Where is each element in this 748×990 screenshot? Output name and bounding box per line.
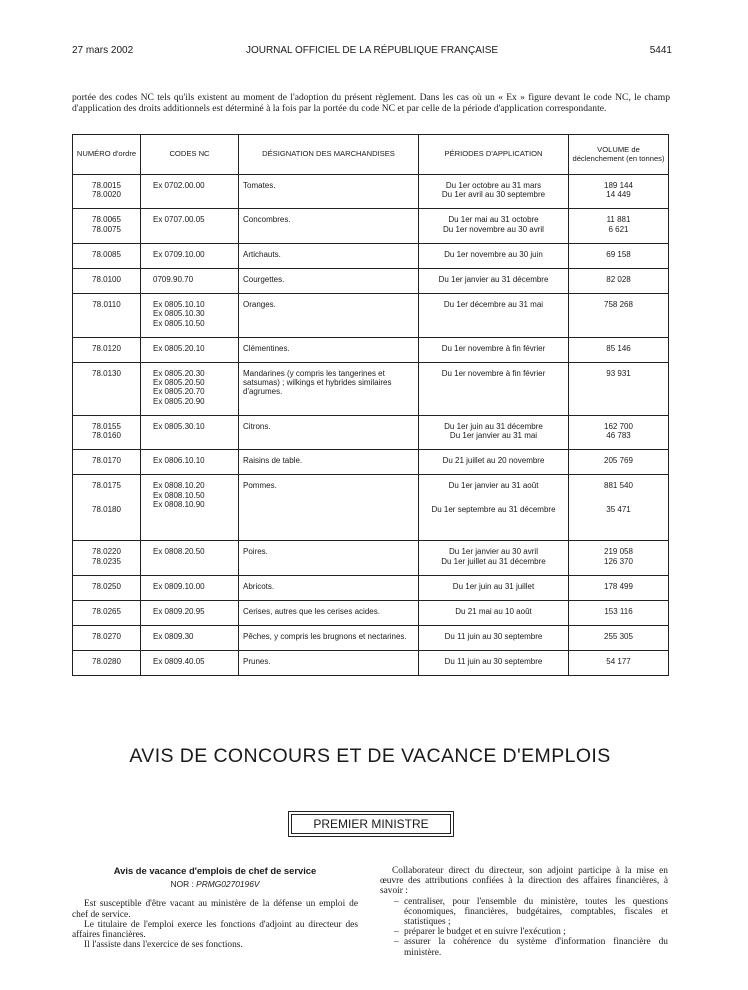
cell-designation: Cerises, autres que les cerises acides. — [239, 600, 419, 625]
table-row — [73, 362, 669, 415]
table-row — [73, 175, 669, 209]
avis-paragraph: Collaborateur direct du directeur, son adjoint participe à la mise en œuvre des attributions confiées à la direction des affaires financières, à savoir : — [380, 866, 668, 897]
ministry-box — [288, 811, 454, 837]
periode-value: Du 21 mai au 10 août — [455, 606, 532, 616]
cell-numero — [73, 243, 141, 268]
cell-periodes — [419, 600, 569, 625]
periode-value: Du 1er mai au 31 octobre — [448, 215, 539, 225]
table-row — [73, 268, 669, 293]
volume-value: 162 700 — [604, 421, 633, 431]
cell-numero — [73, 209, 141, 243]
ministry-label: PREMIER MINISTRE — [291, 814, 451, 834]
cell-periodes — [419, 268, 569, 293]
cell-designation: Oranges. — [239, 294, 419, 338]
volume-value: 189 144 — [604, 181, 633, 190]
periode-value: Du 1er juillet au 31 décembre — [441, 556, 546, 566]
code-value: 0709.90.70 — [153, 274, 194, 284]
cell-volume — [569, 450, 669, 475]
periode-value: Du 1er janvier au 31 mai — [449, 430, 538, 440]
periode-value: Du 1er avril au 30 septembre — [441, 190, 546, 200]
cell-periodes — [419, 541, 569, 575]
cell-volume — [569, 541, 669, 575]
cell-periodes — [419, 243, 569, 268]
code-value: Ex 0805.30.10 — [153, 421, 205, 431]
code-value: Ex 0805.10.50 — [153, 318, 205, 328]
numero-value: 78.0160 — [92, 430, 121, 440]
code-value: Ex 0709.10.00 — [153, 249, 205, 259]
code-value: Ex 0805.20.50 — [153, 378, 205, 388]
periode-value: Du 1er novembre à fin février — [441, 343, 546, 353]
cell-designation: Clémentines. — [239, 337, 419, 362]
volume-value: 153 116 — [604, 606, 633, 616]
cell-volume — [569, 600, 669, 625]
avis-left-column — [72, 866, 358, 950]
cell-designation: Raisins de table. — [239, 450, 419, 475]
header-date: 27 mars 2002 — [72, 45, 134, 56]
cell-volume — [569, 415, 669, 449]
cell-volume — [569, 362, 669, 415]
numero-value: 78.0120 — [92, 343, 121, 353]
periode-value: Du 1er janvier au 31 août — [448, 481, 539, 491]
volume-value: 255 305 — [604, 632, 633, 642]
cell-numero — [73, 475, 141, 541]
cell-numero — [73, 651, 141, 676]
cell-periodes — [419, 450, 569, 475]
cell-volume — [569, 575, 669, 600]
periode-value: Du 1er septembre au 31 décembre — [431, 504, 556, 514]
attributions-list — [394, 897, 668, 958]
numero-value: 78.0155 — [92, 421, 121, 431]
table-body — [73, 175, 669, 676]
volume-value: 758 268 — [604, 300, 633, 310]
avis-paragraph: Le titulaire de l'emploi exerce les fonctions d'adjoint au directeur des affaires financières. — [72, 919, 358, 941]
cell-codes — [141, 541, 239, 575]
periode-value: Du 1er juin au 31 juillet — [452, 581, 535, 591]
table-row — [73, 541, 669, 575]
cell-codes — [141, 651, 239, 676]
numero-value: 78.0280 — [92, 657, 121, 667]
numero-value: 78.0015 — [92, 181, 121, 190]
cell-codes — [141, 415, 239, 449]
code-value: Ex 0805.20.90 — [153, 396, 205, 406]
code-value: Ex 0805.20.10 — [153, 343, 205, 353]
numero-value: 78.0110 — [92, 300, 121, 310]
table-row — [73, 450, 669, 475]
table-row — [73, 209, 669, 243]
list-item: – assurer la cohérence du système d'information financière du ministère. — [394, 937, 668, 957]
cell-periodes — [419, 362, 569, 415]
cell-numero — [73, 541, 141, 575]
numero-value: 78.0020 — [92, 190, 121, 200]
periode-value: Du 1er octobre au 31 mars — [445, 181, 542, 190]
cell-periodes — [419, 415, 569, 449]
page-header — [72, 45, 672, 59]
avis-paragraph: Il l'assiste dans l'exercice de ses fonctions. — [84, 940, 243, 951]
table-row — [73, 294, 669, 338]
nor-value: PRMG0270196V — [196, 879, 260, 890]
cell-codes — [141, 337, 239, 362]
cell-volume — [569, 268, 669, 293]
cell-periodes — [419, 626, 569, 651]
goods-table — [72, 134, 669, 676]
cell-designation: Citrons. — [239, 415, 419, 449]
periode-value: Du 11 juin au 30 septembre — [444, 632, 543, 642]
code-value: Ex 0808.10.20 — [153, 481, 205, 491]
cell-codes — [141, 175, 239, 209]
header-designation: DÉSIGNATION DES MARCHANDISES — [239, 135, 419, 175]
table-row — [73, 600, 669, 625]
numero-value: 78.0235 — [92, 556, 121, 566]
code-value: Ex 0809.30 — [153, 632, 194, 642]
volume-value: 881 540 — [604, 481, 633, 491]
cell-designation: Poires. — [239, 541, 419, 575]
cell-designation: Artichauts. — [239, 243, 419, 268]
avis-paragraph: Est susceptible d'être vacant au ministère de la défense un emploi de chef de service. — [72, 899, 358, 920]
table-row — [73, 337, 669, 362]
volume-value: 11 881 — [606, 215, 631, 225]
cell-volume — [569, 475, 669, 541]
numero-value: 78.0265 — [92, 606, 121, 616]
cell-codes — [141, 243, 239, 268]
cell-designation: Abricots. — [239, 575, 419, 600]
code-value: Ex 0808.20.50 — [153, 547, 205, 557]
periode-value: Du 1er juin au 31 décembre — [444, 421, 543, 431]
cell-codes — [141, 268, 239, 293]
numero-value: 78.0100 — [92, 274, 121, 284]
volume-value: 69 158 — [606, 249, 631, 259]
cell-volume — [569, 209, 669, 243]
volume-value: 205 769 — [604, 456, 633, 466]
cell-periodes — [419, 475, 569, 541]
cell-volume — [569, 651, 669, 676]
avis-right-column — [380, 866, 668, 958]
cell-periodes — [419, 209, 569, 243]
line-spacer — [573, 491, 664, 505]
cell-designation: Pêches, y compris les brugnons et nectarines. — [239, 626, 419, 651]
cell-codes — [141, 362, 239, 415]
cell-numero — [73, 600, 141, 625]
cell-periodes — [419, 294, 569, 338]
code-value: Ex 0809.40.05 — [153, 657, 205, 667]
volume-value: 126 370 — [604, 556, 633, 566]
cell-numero — [73, 268, 141, 293]
list-item: – préparer le budget et en suivre l'exécution ; — [394, 927, 668, 937]
numero-value: 78.0180 — [92, 504, 121, 514]
table-row — [73, 626, 669, 651]
cell-designation: Pommes. — [239, 475, 419, 541]
code-value: Ex 0806.10.10 — [153, 456, 205, 466]
periode-value: Du 11 juin au 30 septembre — [444, 657, 543, 667]
numero-value: 78.0170 — [92, 456, 121, 466]
cell-designation: Mandarines (y compris les tangerines et satsumas) ; wilkings et hybrides similaires d'agrumes. — [239, 362, 419, 415]
table-row — [73, 243, 669, 268]
cell-volume — [569, 243, 669, 268]
header-codes: CODES NC — [141, 135, 239, 175]
cell-numero — [73, 175, 141, 209]
numero-value: 78.0250 — [92, 581, 121, 591]
volume-value: 14 449 — [606, 190, 631, 200]
periode-value: Du 21 juillet au 20 novembre — [442, 456, 545, 466]
cell-volume — [569, 337, 669, 362]
cell-numero — [73, 362, 141, 415]
cell-numero — [73, 575, 141, 600]
header-page-number: 5441 — [649, 45, 672, 56]
cell-numero — [73, 337, 141, 362]
code-value: Ex 0805.10.10 — [153, 300, 205, 310]
periode-value: Du 1er janvier au 30 avril — [449, 547, 538, 557]
table-row — [73, 415, 669, 449]
cell-designation: Concombres. — [239, 209, 419, 243]
cell-volume — [569, 175, 669, 209]
intro-paragraph: portée des codes NC tels qu'ils existent au moment de l'adoption du présent règlement. Dans les cas où un « Ex » figure devant le code NC, le champ d'application des droits additionnels est déterminé à la fois par la portée du code NC et par celle de la période d'application correspondante. — [72, 92, 670, 114]
cell-numero — [73, 626, 141, 651]
cell-volume — [569, 294, 669, 338]
cell-codes — [141, 600, 239, 625]
cell-designation: Prunes. — [239, 651, 419, 676]
cell-codes — [141, 626, 239, 651]
numero-value: 78.0075 — [92, 224, 121, 234]
table-row — [73, 475, 669, 541]
header-volume: VOLUME de déclenchement (en tonnes) — [569, 135, 669, 175]
periode-value: Du 1er novembre au 30 juin — [444, 249, 543, 259]
code-value: Ex 0702.00.00 — [153, 181, 205, 190]
code-value: Ex 0808.10.50 — [153, 490, 205, 500]
periode-value: Du 1er décembre au 31 mai — [443, 300, 544, 310]
code-value: Ex 0707.00.05 — [153, 215, 205, 225]
cell-codes — [141, 575, 239, 600]
cell-periodes — [419, 575, 569, 600]
cell-designation: Courgettes. — [239, 268, 419, 293]
table-row — [73, 651, 669, 676]
line-spacer — [77, 491, 136, 505]
header-journal-title: JOURNAL OFFICIEL DE LA RÉPUBLIQUE FRANÇAISE — [245, 45, 499, 56]
cell-codes — [141, 450, 239, 475]
volume-value: 46 783 — [606, 430, 631, 440]
cell-designation: Tomates. — [239, 175, 419, 209]
periode-value: Du 1er janvier au 31 décembre — [438, 274, 549, 284]
volume-value: 35 471 — [606, 504, 631, 514]
volume-value: 85 146 — [606, 343, 631, 353]
numero-value: 78.0220 — [92, 547, 121, 557]
cell-periodes — [419, 337, 569, 362]
cell-codes — [141, 209, 239, 243]
cell-periodes — [419, 651, 569, 676]
list-item: – centraliser, pour l'ensemble du ministère, toutes les questions économiques, financières, budgétaires, comptables, fiscales et statistiques ; — [394, 897, 668, 928]
volume-value: 93 931 — [606, 368, 631, 378]
volume-value: 6 621 — [608, 224, 629, 234]
code-value: Ex 0809.10.00 — [153, 581, 205, 591]
volume-value: 54 177 — [606, 657, 631, 667]
code-value: Ex 0809.20.95 — [153, 606, 205, 616]
volume-value: 178 499 — [604, 581, 633, 591]
table-header-row — [73, 135, 669, 175]
cell-codes — [141, 294, 239, 338]
table-row — [73, 575, 669, 600]
periode-value: Du 1er novembre à fin février — [441, 368, 546, 378]
code-value: Ex 0805.10.30 — [153, 309, 205, 319]
cell-codes — [141, 475, 239, 541]
numero-value: 78.0270 — [92, 632, 121, 642]
nor-reference — [72, 879, 358, 889]
section-title: AVIS DE CONCOURS ET DE VACANCE D'EMPLOIS — [129, 745, 611, 767]
line-spacer — [423, 491, 564, 505]
header-numero: NUMÉRO d'ordre — [73, 135, 141, 175]
code-value: Ex 0808.10.90 — [153, 499, 205, 509]
nor-label: NOR : — [170, 879, 194, 890]
volume-value: 219 058 — [604, 547, 633, 557]
code-value: Ex 0805.20.30 — [153, 368, 205, 378]
volume-value: 82 028 — [606, 274, 631, 284]
code-value: Ex 0805.20.70 — [153, 387, 205, 397]
avis-title: Avis de vacance d'emplois de chef de service — [113, 865, 317, 876]
cell-numero — [73, 415, 141, 449]
periode-value: Du 1er novembre au 30 avril — [443, 224, 544, 234]
cell-numero — [73, 294, 141, 338]
numero-value: 78.0085 — [92, 249, 121, 259]
cell-numero — [73, 450, 141, 475]
cell-volume — [569, 626, 669, 651]
numero-value: 78.0130 — [92, 368, 121, 378]
numero-value: 78.0065 — [92, 215, 121, 225]
cell-periodes — [419, 175, 569, 209]
numero-value: 78.0175 — [92, 481, 121, 491]
header-periodes: PÉRIODES D'APPLICATION — [419, 135, 569, 175]
